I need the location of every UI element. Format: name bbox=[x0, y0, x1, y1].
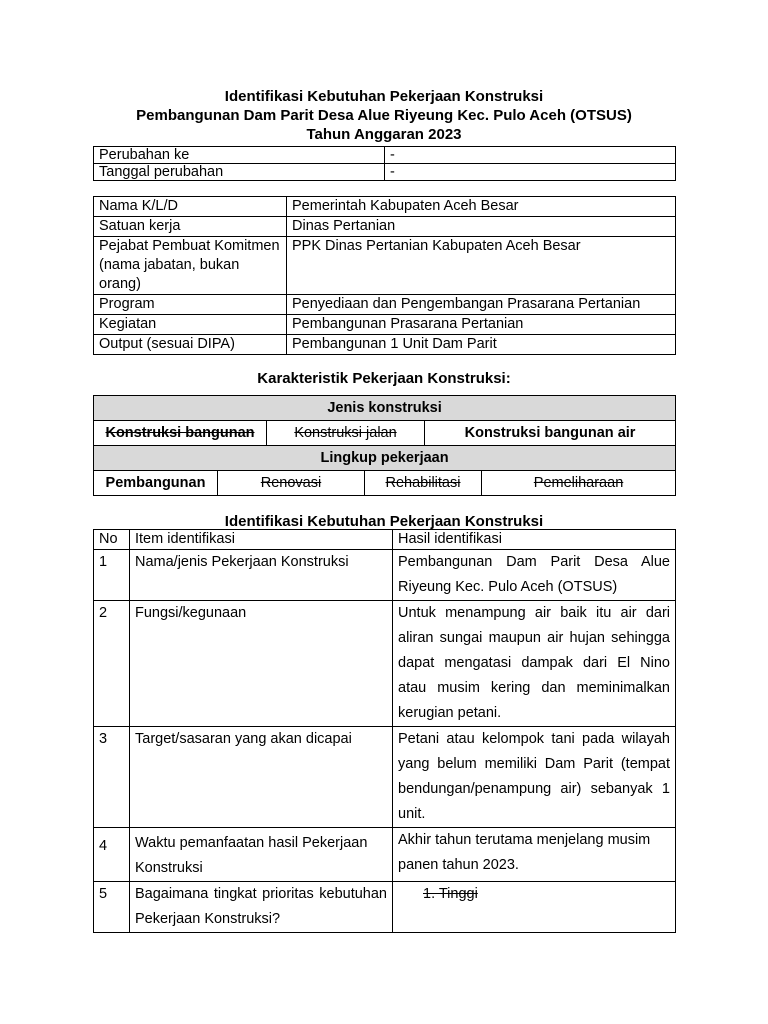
row-number: 3 bbox=[94, 727, 130, 828]
identification-title: Identifikasi Kebutuhan Pekerjaan Konstruksi bbox=[224, 513, 544, 530]
table-row bbox=[94, 237, 676, 295]
column-header-item: Item identifikasi bbox=[130, 530, 393, 550]
lingkup-option-pemeliharaan: Pemeliharaan bbox=[482, 471, 676, 496]
info-label: Kegiatan bbox=[94, 315, 287, 335]
jenis-option-bangunan: Konstruksi bangunan bbox=[94, 421, 267, 446]
row-number: 5 bbox=[94, 882, 130, 933]
revision-table bbox=[93, 146, 676, 181]
lingkup-option-pembangunan: Pembangunan bbox=[94, 471, 218, 496]
lingkup-option-renovasi: Renovasi bbox=[218, 471, 365, 496]
jenis-option-bangunan-air: Konstruksi bangunan air bbox=[425, 421, 676, 446]
table-row bbox=[94, 315, 676, 335]
table-row bbox=[94, 217, 676, 237]
row-result: Pembangunan Dam Parit Desa Alue Riyeung Kec. Pulo Aceh (OTSUS) bbox=[393, 550, 676, 601]
row-item: Bagaimana tingkat prioritas kebutuhan Pekerjaan Konstruksi? bbox=[130, 882, 393, 933]
table-header-row bbox=[94, 530, 676, 550]
doc-title-line2: Pembangunan Dam Parit Desa Alue Riyeung Kec. Pulo Aceh (OTSUS) bbox=[136, 107, 632, 124]
info-label: Output (sesuai DIPA) bbox=[94, 335, 287, 355]
table-row bbox=[94, 471, 676, 496]
row-item: Waktu pemanfaatan hasil Pekerjaan Konstruksi bbox=[130, 828, 393, 882]
lingkup-header: Lingkup pekerjaan bbox=[94, 446, 676, 471]
characteristics-title: Karakteristik Pekerjaan Konstruksi: bbox=[257, 370, 511, 387]
row-number: 4 bbox=[94, 828, 130, 882]
table-row bbox=[94, 197, 676, 217]
doc-title-line1: Identifikasi Kebutuhan Pekerjaan Konstruksi bbox=[224, 88, 544, 105]
doc-title-line3: Tahun Anggaran 2023 bbox=[306, 126, 462, 143]
revision-date-label: Tanggal perubahan bbox=[94, 164, 385, 181]
revision-value: - bbox=[385, 147, 676, 164]
info-value: Pembangunan Prasarana Pertanian bbox=[287, 315, 676, 335]
row-result: 1. Tinggi bbox=[393, 882, 676, 933]
info-value: Pemerintah Kabupaten Aceh Besar bbox=[287, 197, 676, 217]
jenis-header: Jenis konstruksi bbox=[94, 396, 676, 421]
characteristics-table bbox=[93, 395, 676, 496]
table-row bbox=[94, 601, 676, 727]
row-item: Fungsi/kegunaan bbox=[130, 601, 393, 727]
table-row bbox=[94, 828, 676, 882]
column-header-no: No bbox=[94, 530, 130, 550]
info-label: Program bbox=[94, 295, 287, 315]
jenis-option-jalan: Konstruksi jalan bbox=[267, 421, 425, 446]
table-row bbox=[94, 882, 676, 933]
table-row bbox=[94, 147, 676, 164]
row-number: 2 bbox=[94, 601, 130, 727]
info-label: Pejabat Pembuat Komitmen (nama jabatan, bukan orang) bbox=[94, 237, 287, 295]
info-label: Satuan kerja bbox=[94, 217, 287, 237]
table-row bbox=[94, 295, 676, 315]
table-row bbox=[94, 550, 676, 601]
table-row bbox=[94, 335, 676, 355]
table-row bbox=[94, 164, 676, 181]
revision-date-value: - bbox=[385, 164, 676, 181]
row-item: Target/sasaran yang akan dicapai bbox=[130, 727, 393, 828]
row-item: Nama/jenis Pekerjaan Konstruksi bbox=[130, 550, 393, 601]
info-value: Pembangunan 1 Unit Dam Parit bbox=[287, 335, 676, 355]
table-row bbox=[94, 446, 676, 471]
row-result: Akhir tahun terutama menjelang musim panen tahun 2023. bbox=[393, 828, 676, 882]
table-row bbox=[94, 727, 676, 828]
table-row bbox=[94, 421, 676, 446]
column-header-result: Hasil identifikasi bbox=[393, 530, 676, 550]
info-value: Penyediaan dan Pengembangan Prasarana Pertanian bbox=[287, 295, 676, 315]
info-value: PPK Dinas Pertanian Kabupaten Aceh Besar bbox=[287, 237, 676, 295]
info-label: Nama K/L/D bbox=[94, 197, 287, 217]
lingkup-option-rehabilitasi: Rehabilitasi bbox=[365, 471, 482, 496]
identification-table bbox=[93, 529, 676, 933]
row-result: Petani atau kelompok tani pada wilayah yang belum memiliki Dam Parit (tempat bendungan/penampung air) sebanyak 1 unit. bbox=[393, 727, 676, 828]
table-row bbox=[94, 396, 676, 421]
row-result: Untuk menampung air baik itu air dari aliran sungai maupun air hujan sehingga dapat mengatasi dampak dari El Nino atau musim kering dan meminimalkan kerugian petani. bbox=[393, 601, 676, 727]
revision-label: Perubahan ke bbox=[94, 147, 385, 164]
info-value: Dinas Pertanian bbox=[287, 217, 676, 237]
row-number: 1 bbox=[94, 550, 130, 601]
info-table bbox=[93, 196, 676, 355]
